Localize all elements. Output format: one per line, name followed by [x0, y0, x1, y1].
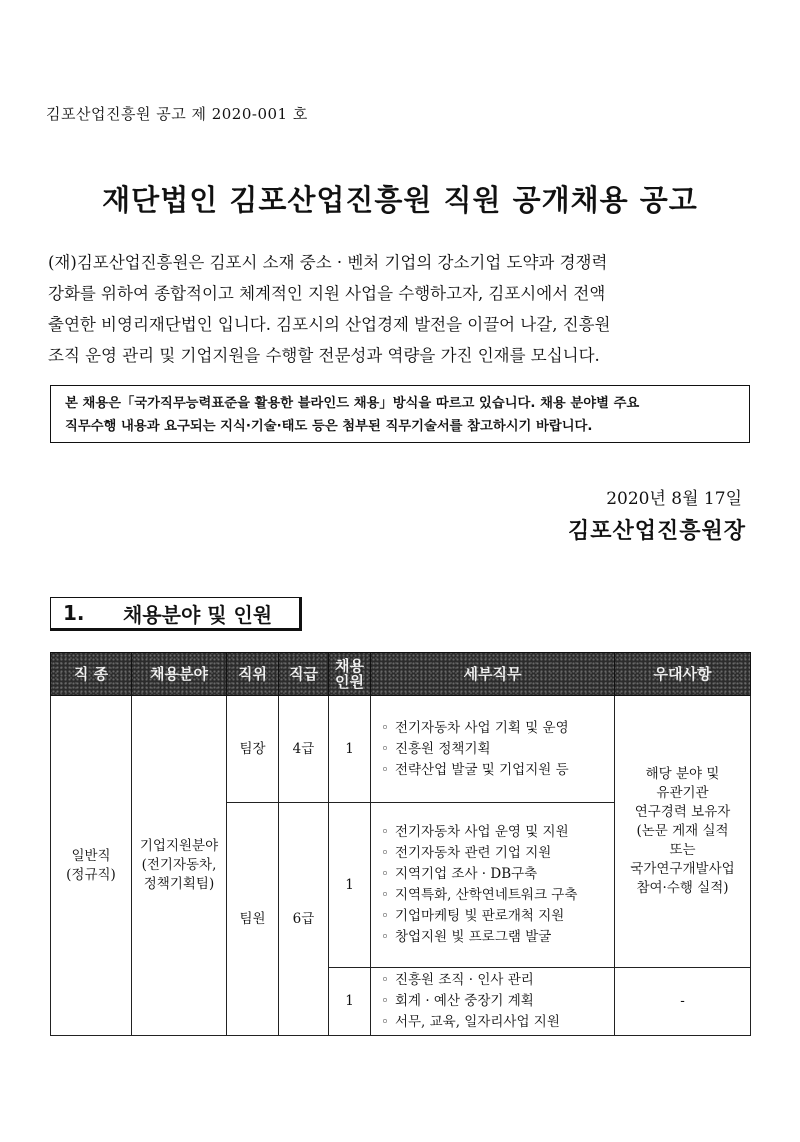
header-count [329, 653, 371, 696]
notice-number: 김포산업진흥원 공고 제 2020-001 호 [46, 105, 308, 123]
duty-item: ◦ 지역특화, 산학연네트워크 구축 [381, 885, 610, 906]
field-line: 기업지원분야 [139, 838, 219, 854]
section-number: 1. [63, 601, 85, 625]
header-position: 직위 [227, 653, 279, 696]
count-cell: 1 [329, 803, 371, 968]
preference-none-cell: - [615, 968, 751, 1036]
preference-line: 국가연구개발사업 [630, 861, 735, 877]
duty-item: ◦ 진흥원 조직 · 인사 관리 [381, 970, 610, 991]
duties-cell [371, 803, 615, 968]
header-duties: 세부직무 [371, 653, 615, 696]
grade-cell: 4급 [279, 696, 329, 803]
preference-line: 해당 분야 및 [645, 766, 720, 782]
preference-line: 유관기관 [656, 785, 709, 801]
intro-line: (재)김포산업진흥원은 김포시 소재 중소 · 벤처 기업의 강소기업 도약과 경쟁력 [48, 253, 608, 272]
recruitment-table [50, 652, 751, 1036]
note-line: 본 채용은「국가직무능력표준을 활용한 블라인드 채용」방식을 따르고 있습니다. 채용 분야별 주요 [65, 396, 640, 411]
header-count-line: 인원 [335, 673, 364, 691]
duty-item: ◦ 창업지원 빛 프로그램 발굴 [381, 927, 610, 948]
duty-item: ◦ 서무, 교육, 일자리사업 지원 [381, 1012, 610, 1033]
section-heading [50, 597, 302, 631]
intro-line: 강화를 위하여 종합적이고 체계적인 지원 사업을 수행하고자, 김포시에서 전액 [48, 284, 606, 303]
duty-item: ◦ 전기자동차 관련 기업 지원 [381, 843, 610, 864]
preference-line: (논문 게재 실적 [636, 823, 729, 839]
issuer-name: 김포산업진흥원장 [567, 518, 746, 544]
duty-item: ◦ 진흥원 정책기획 [381, 739, 610, 760]
count-cell: 1 [329, 696, 371, 803]
duty-item: ◦ 회계 · 예산 중장기 계획 [381, 991, 610, 1012]
duties-cell [371, 696, 615, 803]
job-type-line: (정규직) [66, 866, 116, 883]
count-cell: 1 [329, 968, 371, 1036]
duty-item: ◦ 지역기업 조사 · DB구축 [381, 864, 610, 885]
section-title: 채용분야 및 인원 [123, 602, 273, 627]
preference-line: 연구경력 보유자 [634, 804, 731, 820]
header-field: 채용분야 [132, 653, 227, 696]
duty-item: ◦ 전기자동차 사업 기획 및 운영 [381, 718, 610, 739]
header-grade: 직급 [279, 653, 329, 696]
header-preference: 우대사항 [615, 653, 751, 696]
header-job-type: 직 종 [51, 653, 132, 696]
intro-line: 조직 운영 관리 및 기업지원을 수행할 전문성과 역량을 가진 인재를 모십니다. [48, 346, 600, 365]
page-title: 재단법인 김포산업진흥원 직원 공개채용 공고 [102, 183, 698, 217]
duties-cell [371, 968, 615, 1036]
duty-item: ◦ 전기자동차 사업 운영 및 지원 [381, 822, 610, 843]
preference-line: 참여·수행 실적) [636, 880, 729, 896]
blind-recruitment-note [50, 385, 750, 443]
table-row [51, 696, 751, 803]
header-count-line: 채용 [335, 657, 364, 675]
position-cell: 팀원 [227, 803, 279, 1036]
note-line: 직무수행 내용과 요구되는 지식·기술·태도 등은 첨부된 직무기술서를 참고하시기 바랍니다. [65, 419, 593, 434]
preference-cell [615, 696, 751, 968]
duty-item: ◦ 전략산업 발굴 및 기업지원 등 [381, 760, 610, 781]
field-cell [132, 696, 227, 1036]
job-type-line: 일반직 [71, 847, 111, 864]
job-type-cell [51, 696, 132, 1036]
table-header-row [51, 653, 751, 696]
preference-line: 또는 [669, 842, 696, 858]
notice-date: 2020년 8월 17일 [606, 489, 742, 509]
field-line: 정책기획팀) [143, 876, 215, 892]
intro-paragraph [48, 247, 754, 371]
duty-item: ◦ 기업마케팅 빛 판로개척 지원 [381, 906, 610, 927]
intro-line: 출연한 비영리재단법인 입니다. 김포시의 산업경제 발전을 이끌어 나갈, 진흥원 [48, 315, 611, 334]
field-line: (전기자동차, [141, 857, 217, 873]
position-cell: 팀장 [227, 696, 279, 803]
grade-cell: 6급 [279, 803, 329, 1036]
